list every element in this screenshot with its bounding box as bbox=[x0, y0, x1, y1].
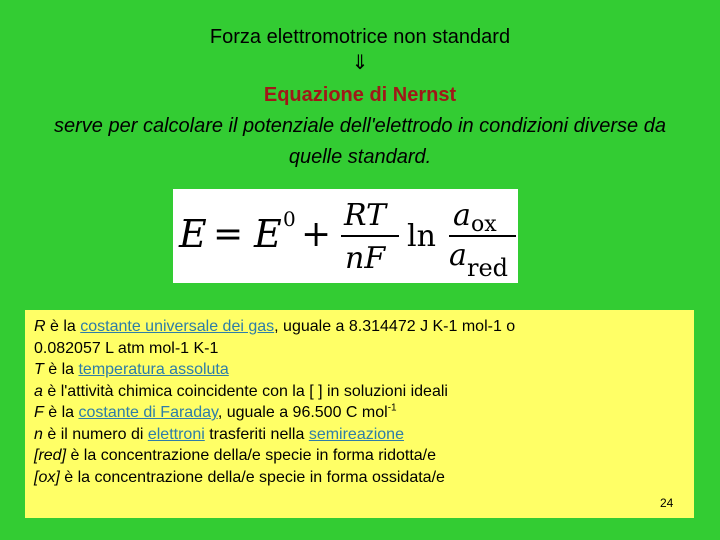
var-red: [red] bbox=[34, 447, 67, 464]
nernst-equation bbox=[173, 189, 518, 283]
f-superscript: -1 bbox=[387, 402, 397, 414]
text: è la bbox=[43, 404, 79, 421]
definition-red bbox=[34, 445, 694, 467]
definition-n bbox=[34, 424, 694, 446]
definition-a bbox=[34, 381, 694, 403]
text: è l'attività chimica coincidente con la [ ] in soluzioni ideali bbox=[42, 382, 448, 400]
text: è la concentrazione della/e specie in forma ossidata/e bbox=[59, 468, 445, 486]
var-f: F bbox=[34, 404, 44, 421]
definition-ox bbox=[34, 467, 694, 489]
link-semireazione[interactable]: semireazione bbox=[308, 425, 404, 443]
formula-e: E bbox=[179, 212, 207, 256]
link-elettroni[interactable]: elettroni bbox=[147, 425, 205, 443]
formula-plus: + bbox=[301, 214, 332, 255]
formula-a-ox: a bbox=[453, 198, 471, 233]
text: è la concentrazione della/e specie in forma ridotta/e bbox=[66, 447, 437, 464]
text: è la bbox=[43, 361, 79, 378]
definition-f bbox=[34, 402, 694, 424]
var-a: a bbox=[34, 382, 43, 400]
slide-subtitle: Equazione di Nernst bbox=[263, 84, 457, 106]
link-costante-gas[interactable]: costante universale dei gas bbox=[80, 318, 275, 335]
formula-equals: = bbox=[213, 214, 244, 255]
text: è la bbox=[45, 318, 81, 335]
formula-ox-sub: ox bbox=[471, 212, 497, 237]
var-r: R bbox=[34, 318, 46, 335]
definitions-box bbox=[25, 310, 694, 518]
text: trasferiti nella bbox=[204, 425, 309, 443]
slide-description: serve per calcolare il potenziale dell'elettrodo in condizioni diverse da quelle standard. bbox=[54, 115, 666, 168]
text: , uguale a 8.314472 J K-1 mol-1 o bbox=[274, 318, 516, 335]
var-ox: [ox] bbox=[34, 468, 60, 486]
formula-denominator: nF bbox=[345, 241, 386, 276]
formula-numerator: RT bbox=[344, 198, 387, 233]
down-arrow-icon: ⇓ bbox=[351, 52, 369, 74]
link-costante-faraday[interactable]: costante di Faraday bbox=[78, 404, 218, 421]
text: è il numero di bbox=[42, 425, 148, 443]
link-temperatura-assoluta[interactable]: temperatura assoluta bbox=[78, 361, 229, 378]
definition-t bbox=[34, 359, 694, 381]
formula-e0: E bbox=[254, 212, 282, 256]
definition-r-cont: 0.082057 L atm mol-1 K-1 bbox=[34, 339, 219, 357]
var-n: n bbox=[34, 425, 43, 443]
definition-r bbox=[34, 316, 694, 338]
formula-red-sub: red bbox=[467, 254, 509, 282]
formula-e0-sup: 0 bbox=[283, 207, 296, 231]
formula-ln: ln bbox=[407, 219, 436, 254]
var-t: T bbox=[34, 361, 44, 378]
formula-a-red: a bbox=[449, 238, 467, 273]
page-number: 24 bbox=[660, 496, 674, 510]
slide-title: Forza elettromotrice non standard bbox=[209, 26, 511, 48]
text: , uguale a 96.500 C mol bbox=[217, 404, 388, 421]
